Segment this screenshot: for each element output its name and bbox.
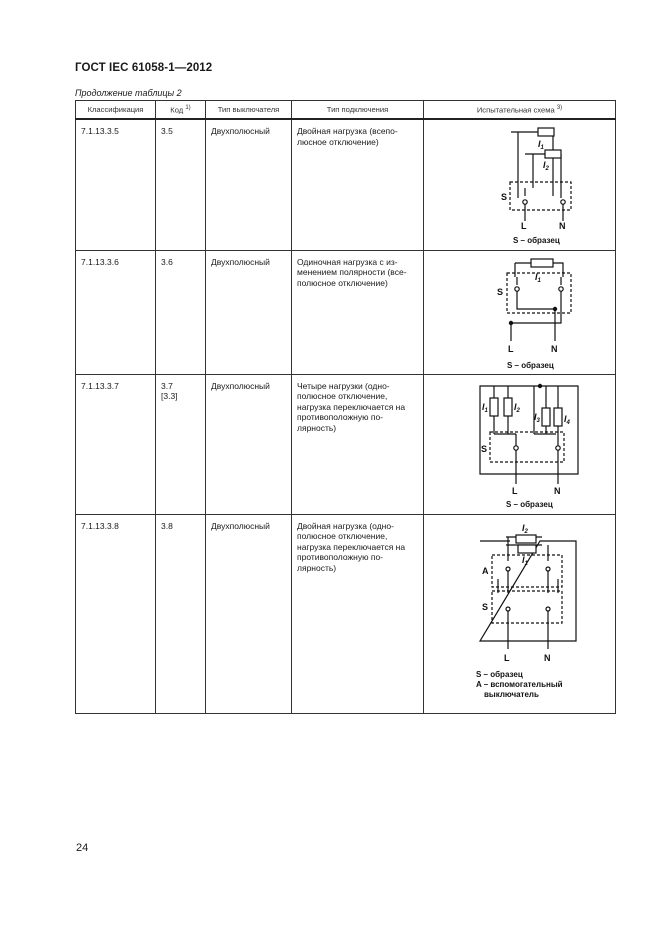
diagram-legend: S – образец bbox=[512, 235, 560, 245]
label-a: A bbox=[481, 566, 488, 577]
cell-connection: Двойная нагрузка (одно-полюсное отключение, нагрузка переключается на противоположную по-лярность) bbox=[292, 514, 424, 713]
load-label-2: $I_2$ bbox=[542, 159, 549, 172]
label-n: N bbox=[550, 343, 557, 354]
cell-classification: 7.1.13.3.8 bbox=[76, 514, 156, 713]
cell-connection: Четыре нагрузки (одно-полюсное отключение, нагрузка переключается на противоположную по-лярность) bbox=[292, 374, 424, 514]
cell-code: 3.8 bbox=[156, 514, 206, 713]
label-n: N bbox=[558, 220, 565, 231]
test-scheme-diagram-1 bbox=[455, 122, 585, 246]
page-number: 24 bbox=[76, 842, 89, 854]
table-row bbox=[76, 514, 616, 713]
load-label-4: $I_4$ bbox=[563, 413, 570, 426]
header-code: Код $^{1)}$ bbox=[156, 101, 206, 120]
header-classification: Классификация bbox=[76, 101, 156, 120]
table-row bbox=[76, 250, 616, 374]
test-scheme-diagram-3 bbox=[450, 376, 590, 510]
cell-test-scheme bbox=[424, 250, 616, 374]
label-s: S bbox=[496, 286, 503, 297]
scheme-footnote: 3) bbox=[556, 104, 563, 111]
cell-switch-type: Двухполюсный bbox=[206, 119, 292, 250]
label-l: L bbox=[507, 343, 513, 354]
switch-classification-table bbox=[75, 100, 616, 714]
diagram-legend: выключатель bbox=[483, 690, 539, 700]
cell-classification: 7.1.13.3.5 bbox=[76, 119, 156, 250]
label-n: N bbox=[543, 653, 550, 664]
cell-code: 3.5 bbox=[156, 119, 206, 250]
cell-switch-type: Двухполюсный bbox=[206, 514, 292, 713]
header-test-scheme: Испытательная схема $^{3)}$ bbox=[424, 101, 616, 120]
cell-switch-type: Двухполюсный bbox=[206, 250, 292, 374]
cell-switch-type: Двухполюсный bbox=[206, 374, 292, 514]
cell-classification: 7.1.13.3.7 bbox=[76, 374, 156, 514]
header-switch-type: Тип выключателя bbox=[206, 101, 292, 120]
cell-code bbox=[156, 374, 206, 514]
cell-test-scheme bbox=[424, 374, 616, 514]
load-label-1: $I_1$ bbox=[537, 138, 544, 151]
cell-connection: Одиночная нагрузка с из-менением полярности (все-полюсное отключение) bbox=[292, 250, 424, 374]
diagram-legend: S – образец bbox=[506, 360, 554, 370]
label-l: L bbox=[511, 485, 517, 496]
cell-code: 3.6 bbox=[156, 250, 206, 374]
cell-test-scheme bbox=[424, 514, 616, 713]
table-row bbox=[76, 119, 616, 250]
load-label-2: $I_2$ bbox=[513, 401, 520, 414]
table-header-row bbox=[76, 101, 616, 120]
label-l: L bbox=[520, 220, 526, 231]
header-connection-type: Тип подключения bbox=[292, 101, 424, 120]
load-label-3: $I_3$ bbox=[533, 411, 540, 424]
load-label-1: $I_1$ bbox=[534, 271, 541, 284]
cell-test-scheme bbox=[424, 119, 616, 250]
code-value: 3.7 bbox=[161, 380, 173, 391]
cell-classification: 7.1.13.3.6 bbox=[76, 250, 156, 374]
diagram-legend: A – вспомогательный bbox=[475, 680, 563, 690]
table-caption: Продолжение таблицы 2 bbox=[75, 88, 182, 98]
label-s: S bbox=[480, 443, 487, 454]
diagram-legend: S – образец bbox=[505, 499, 553, 509]
test-scheme-diagram-4 bbox=[450, 517, 590, 707]
diagram-legend: S – образец bbox=[475, 670, 523, 680]
code-alt-value: [3.3] bbox=[161, 391, 178, 401]
standard-title: ГОСТ IEC 61058-1—2012 bbox=[75, 62, 213, 74]
label-s: S bbox=[500, 191, 507, 202]
load-label-1: $I_1$ bbox=[481, 401, 488, 414]
code-footnote: 1) bbox=[185, 104, 191, 111]
cell-connection: Двойная нагрузка (всепо-люсное отключение) bbox=[292, 119, 424, 250]
label-n: N bbox=[553, 485, 560, 496]
label-s: S bbox=[481, 602, 488, 613]
table-row bbox=[76, 374, 616, 514]
load-label-2: $I_2$ bbox=[521, 523, 528, 536]
test-scheme-diagram-2 bbox=[455, 251, 585, 371]
load-label-1: $I_1$ bbox=[521, 555, 528, 568]
label-l: L bbox=[503, 653, 509, 664]
